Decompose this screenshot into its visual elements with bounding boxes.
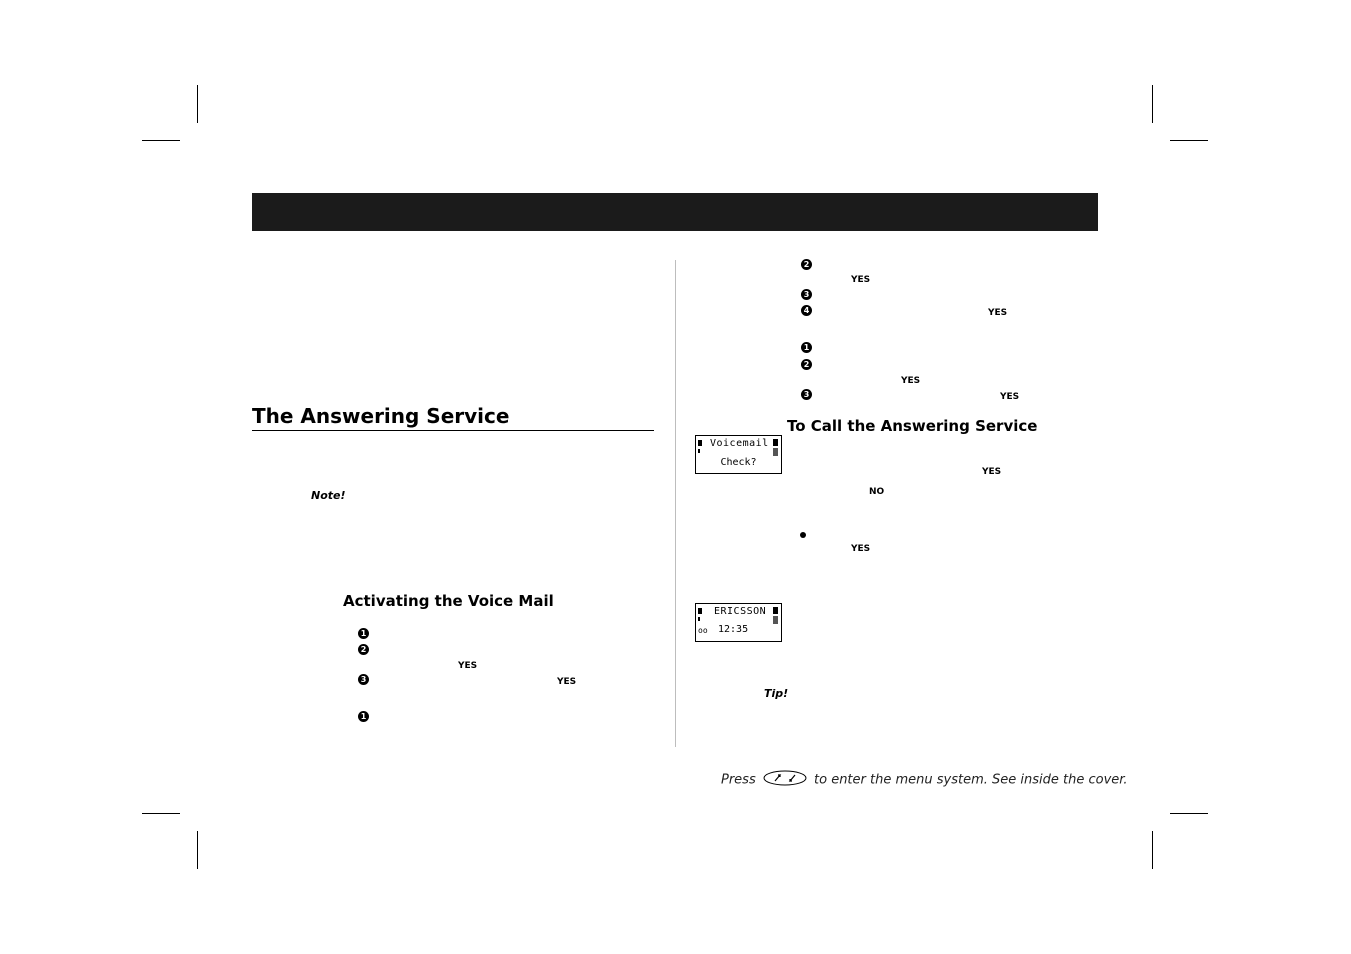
yes-key-label: YES — [901, 376, 921, 386]
header-bar — [252, 193, 1098, 231]
footer-text — [721, 770, 1128, 790]
yes-key-label: YES — [557, 677, 577, 687]
voicemail-icon: oo — [698, 626, 708, 635]
crop-mark — [197, 831, 198, 869]
battery-icon — [773, 439, 778, 446]
yes-key-label: YES — [988, 308, 1008, 318]
step-2-icon: 2 — [801, 259, 812, 270]
step-1-icon: 1 — [358, 711, 369, 722]
yes-key-label: YES — [458, 661, 478, 671]
page-title: The Answering Service — [252, 404, 510, 428]
crop-mark — [1152, 831, 1153, 869]
crop-mark — [197, 85, 198, 123]
yes-key-label: YES — [851, 544, 871, 554]
battery-icon — [773, 607, 778, 614]
signal-icon — [698, 608, 702, 614]
display-time: 12:35 — [718, 624, 749, 635]
phone-display-voicemail — [695, 435, 782, 474]
step-2-icon: 2 — [358, 644, 369, 655]
tip-label: Tip! — [764, 687, 789, 700]
display-line-1: Voicemail — [710, 438, 769, 449]
bullet-icon — [800, 532, 806, 538]
battery-icon — [773, 616, 778, 624]
signal-icon — [698, 440, 702, 446]
step-1-icon: 1 — [801, 342, 812, 353]
step-1-icon: 1 — [358, 628, 369, 639]
section-heading-activate: Activating the Voice Mail — [343, 592, 554, 610]
yes-key-label: YES — [851, 275, 871, 285]
crop-mark — [1152, 85, 1153, 123]
no-key-label: NO — [869, 487, 885, 497]
column-divider — [675, 260, 676, 747]
crop-mark — [1170, 813, 1208, 814]
title-rule — [252, 430, 654, 431]
step-3-icon: 3 — [358, 674, 369, 685]
footer-text-before: Press — [721, 772, 756, 788]
step-3-icon: 3 — [801, 289, 812, 300]
signal-icon — [698, 617, 700, 621]
step-3-icon: 3 — [801, 389, 812, 400]
step-4-icon: 4 — [801, 305, 812, 316]
yes-key-label: YES — [982, 467, 1002, 477]
section-heading-call: To Call the Answering Service — [787, 417, 1038, 435]
display-line-2: Check? — [720, 457, 757, 468]
yes-key-label: YES — [1000, 392, 1020, 402]
menu-arrows-icon — [763, 770, 807, 790]
signal-icon — [698, 449, 700, 453]
step-2-icon: 2 — [801, 359, 812, 370]
footer-text-after: to enter the menu system. See inside the cover. — [814, 772, 1128, 788]
crop-mark — [142, 140, 180, 141]
note-label: Note! — [311, 489, 346, 502]
battery-icon — [773, 448, 778, 456]
display-line-1: ERICSSON — [714, 606, 767, 617]
crop-mark — [142, 813, 180, 814]
phone-display-standby — [695, 603, 782, 642]
crop-mark — [1170, 140, 1208, 141]
